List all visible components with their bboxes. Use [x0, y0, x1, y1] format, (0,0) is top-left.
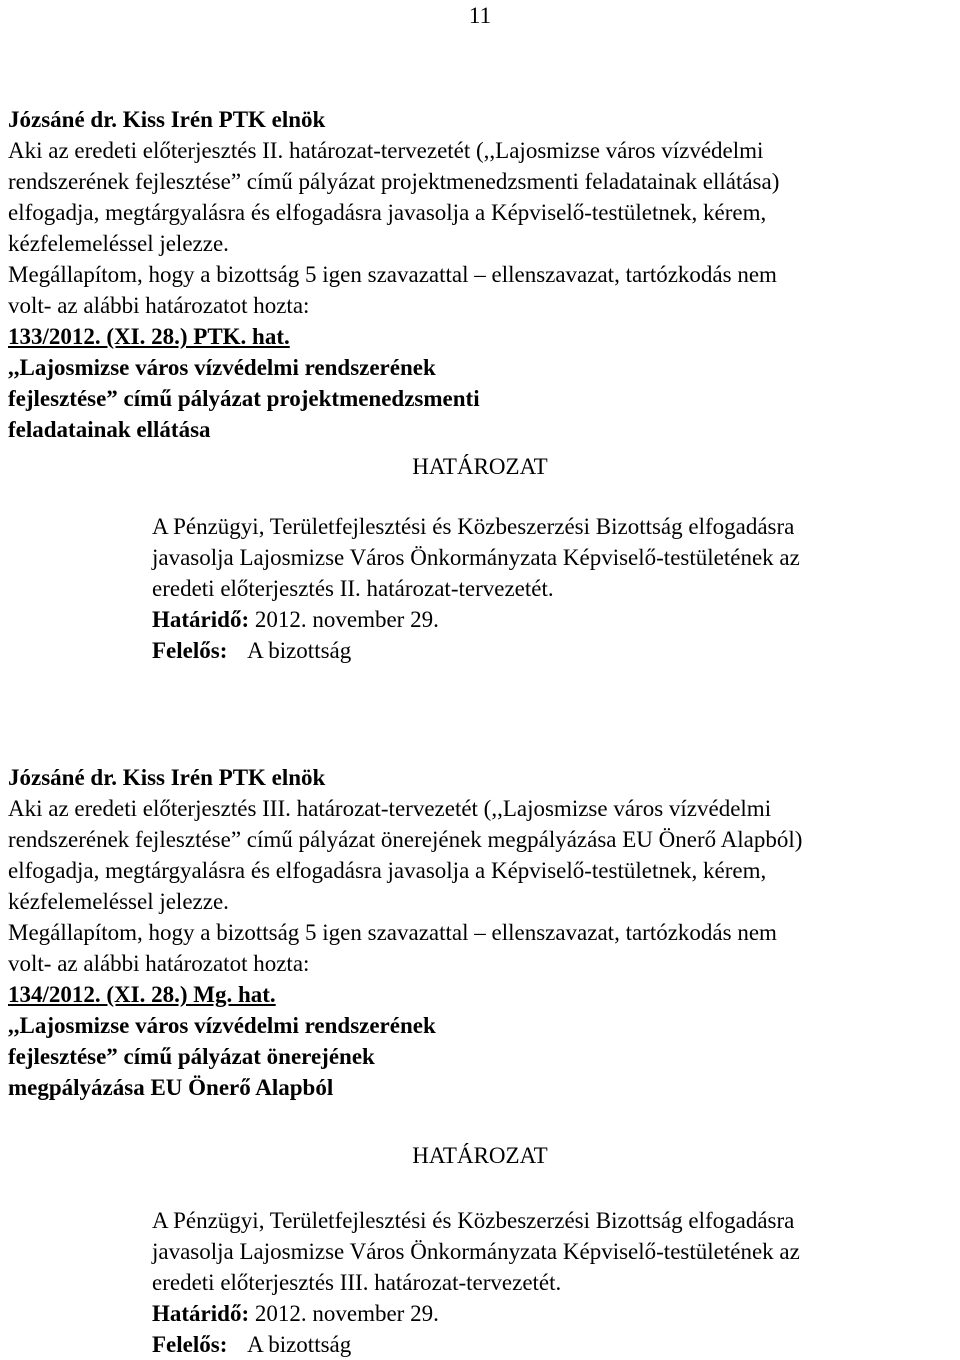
intro-line: Aki az eredeti előterjesztés II. határozat-tervezetét (,,Lajosmizse város vízvédelmi — [8, 138, 764, 163]
responsible-line — [152, 635, 954, 666]
deadline-label: Határidő: — [152, 1301, 250, 1326]
deadline-value: 2012. november 29. — [254, 607, 439, 632]
decision-line: eredeti előterjesztés II. határozat-tervezetét. — [152, 576, 554, 601]
resolution-heading: HATÁROZAT — [412, 454, 548, 479]
vote-line: volt- az alábbi határozatot hozta: — [8, 293, 310, 318]
intro-line: kézfelemeléssel jelezze. — [8, 231, 229, 256]
vote-line: Megállapítom, hogy a bizottság 5 igen szavazattal – ellenszavazat, tartózkodás nem — [8, 262, 777, 287]
intro-line: Aki az eredeti előterjesztés III. határozat-tervezetét (,,Lajosmizse város vízvédelmi — [8, 796, 772, 821]
resolution-number: 133/2012. (XI. 28.) PTK. hat. — [8, 324, 290, 349]
page-number: 11 — [468, 3, 492, 28]
decision-block — [152, 1205, 954, 1360]
resolution-title-line: ,,Lajosmizse város vízvédelmi rendszerének — [8, 1013, 436, 1038]
deadline-value: 2012. november 29. — [254, 1301, 439, 1326]
decision-line: A Pénzügyi, Területfejlesztési és Közbeszerzési Bizottság elfogadásra — [152, 1208, 795, 1233]
resolution-heading: HATÁROZAT — [412, 1143, 548, 1168]
responsible-line — [152, 1329, 954, 1360]
intro-line: rendszerének fejlesztése” című pályázat önerejének megpályázása EU Önerő Alapból) — [8, 827, 803, 852]
decision-block — [152, 511, 954, 666]
deadline-line — [152, 604, 954, 635]
responsible-label: Felelős: — [152, 1332, 228, 1357]
vote-line: Megállapítom, hogy a bizottság 5 igen szavazattal – ellenszavazat, tartózkodás nem — [8, 920, 777, 945]
deadline-line — [152, 1298, 954, 1329]
decision-line: javasolja Lajosmizse Város Önkormányzata Képviselő-testületének az — [152, 545, 800, 570]
deadline-label: Határidő: — [152, 607, 250, 632]
responsible-label: Felelős: — [152, 638, 228, 663]
section-1-speaker-block — [8, 104, 954, 445]
responsible-value: A bizottság — [247, 638, 352, 663]
responsible-value: A bizottság — [247, 1332, 352, 1357]
decision-line: javasolja Lajosmizse Város Önkormányzata Képviselő-testületének az — [152, 1239, 800, 1264]
speaker-name: Józsáné dr. Kiss Irén PTK elnök — [8, 765, 326, 790]
intro-line: elfogadja, megtárgyalásra és elfogadásra javasolja a Képviselő-testületnek, kérem, — [8, 200, 767, 225]
resolution-number: 134/2012. (XI. 28.) Mg. hat. — [8, 982, 276, 1007]
vote-line: volt- az alábbi határozatot hozta: — [8, 951, 310, 976]
resolution-title-line: fejlesztése” című pályázat projektmenedzsmenti — [8, 386, 480, 411]
section-2-speaker-block — [8, 762, 954, 1103]
intro-line: elfogadja, megtárgyalásra és elfogadásra javasolja a Képviselő-testületnek, kérem, — [8, 858, 767, 883]
resolution-title-line: fejlesztése” című pályázat önerejének — [8, 1044, 375, 1069]
intro-line: kézfelemeléssel jelezze. — [8, 889, 229, 914]
intro-line: rendszerének fejlesztése” című pályázat projektmenedzsmenti feladatainak ellátása) — [8, 169, 780, 194]
speaker-name: Józsáné dr. Kiss Irén PTK elnök — [8, 107, 326, 132]
resolution-title-line: ,,Lajosmizse város vízvédelmi rendszerének — [8, 355, 436, 380]
decision-line: A Pénzügyi, Területfejlesztési és Közbeszerzési Bizottság elfogadásra — [152, 514, 795, 539]
resolution-title-line: megpályázása EU Önerő Alapból — [8, 1075, 334, 1100]
decision-line: eredeti előterjesztés III. határozat-tervezetét. — [152, 1270, 562, 1295]
resolution-title-line: feladatainak ellátása — [8, 417, 211, 442]
